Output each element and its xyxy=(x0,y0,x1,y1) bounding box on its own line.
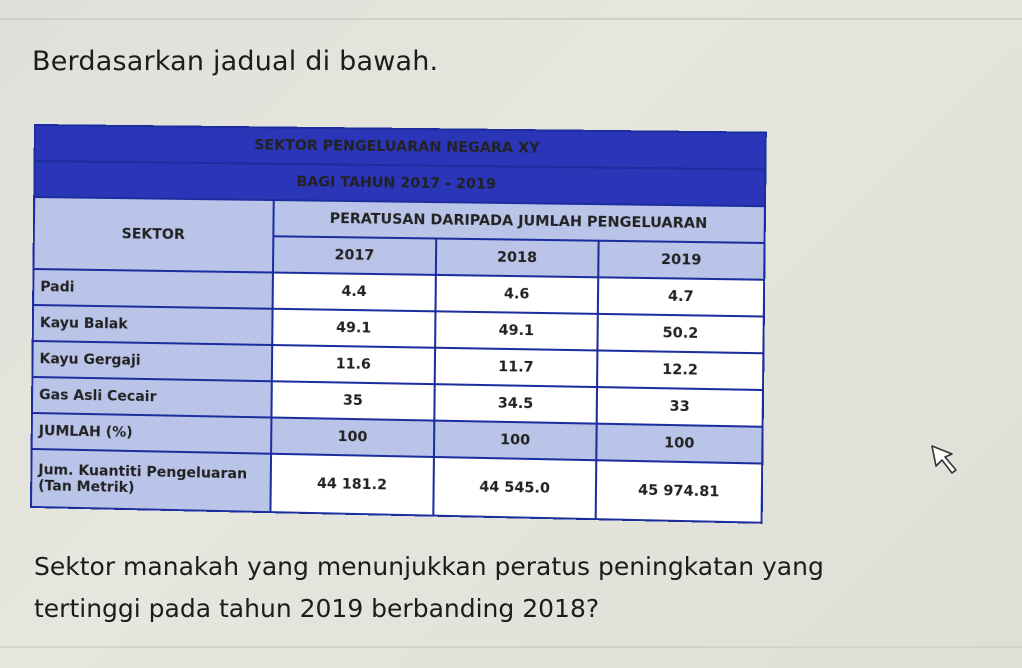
cell-2017: 49.1 xyxy=(272,309,435,348)
question-prompt-line1: Sektor manakah yang menunjukkan peratus peningkatan yang xyxy=(34,552,824,581)
cell-2019: 50.2 xyxy=(597,314,763,353)
header-year-2018: 2018 xyxy=(436,238,599,277)
cell-2018: 34.5 xyxy=(434,384,597,423)
cell-2017: 4.4 xyxy=(273,273,436,312)
table-title-2: BAGI TAHUN 2017 - 2019 xyxy=(34,161,765,206)
row-quantity-label-line1: Jum. Kuantiti Pengeluaran xyxy=(38,462,248,483)
data-table xyxy=(30,124,767,524)
question-prompt-line2: tertinggi pada tahun 2019 berbanding 2018? xyxy=(34,594,600,623)
row-sector-label: Kayu Balak xyxy=(33,305,273,345)
cell-2017: 11.6 xyxy=(272,345,435,384)
table-title-1: SEKTOR PENGELUARAN NEGARA XY xyxy=(35,125,766,169)
cell-2017: 44 181.2 xyxy=(270,454,433,516)
row-sector-label: Padi xyxy=(33,269,273,309)
cell-2018: 4.6 xyxy=(435,275,598,314)
screen-top-edge xyxy=(0,0,1022,20)
cell-2018: 11.7 xyxy=(435,348,598,387)
cell-2018: 44 545.0 xyxy=(433,457,596,519)
header-sector: SEKTOR xyxy=(33,197,273,273)
row-sector-label: Gas Asli Cecair xyxy=(32,377,272,418)
header-year-2019: 2019 xyxy=(598,241,764,280)
screen-bottom-edge xyxy=(0,646,1022,648)
header-group: PERATUSAN DARIPADA JUMLAH PENGELUARAN xyxy=(273,200,765,243)
cell-2019: 12.2 xyxy=(597,350,763,390)
question-prompt xyxy=(34,546,994,630)
cell-2019: 4.7 xyxy=(598,277,764,316)
cell-2018: 100 xyxy=(434,421,597,461)
question-intro: Berdasarkan jadual di bawah. xyxy=(32,46,439,77)
cell-2018: 49.1 xyxy=(435,311,598,350)
row-quantity-label-line2: (Tan Metrik) xyxy=(38,478,135,497)
cell-2019: 33 xyxy=(597,387,763,427)
row-total-label: JUMLAH (%) xyxy=(32,413,272,454)
cell-2019: 100 xyxy=(596,424,762,464)
row-quantity-label xyxy=(31,449,271,512)
production-table xyxy=(30,124,765,509)
cell-2017: 100 xyxy=(271,418,434,457)
cell-2017: 35 xyxy=(271,381,434,420)
mouse-pointer-icon xyxy=(930,444,964,478)
header-year-2017: 2017 xyxy=(273,236,436,275)
row-sector-label: Kayu Gergaji xyxy=(32,341,272,381)
cell-2019: 45 974.81 xyxy=(596,460,763,523)
